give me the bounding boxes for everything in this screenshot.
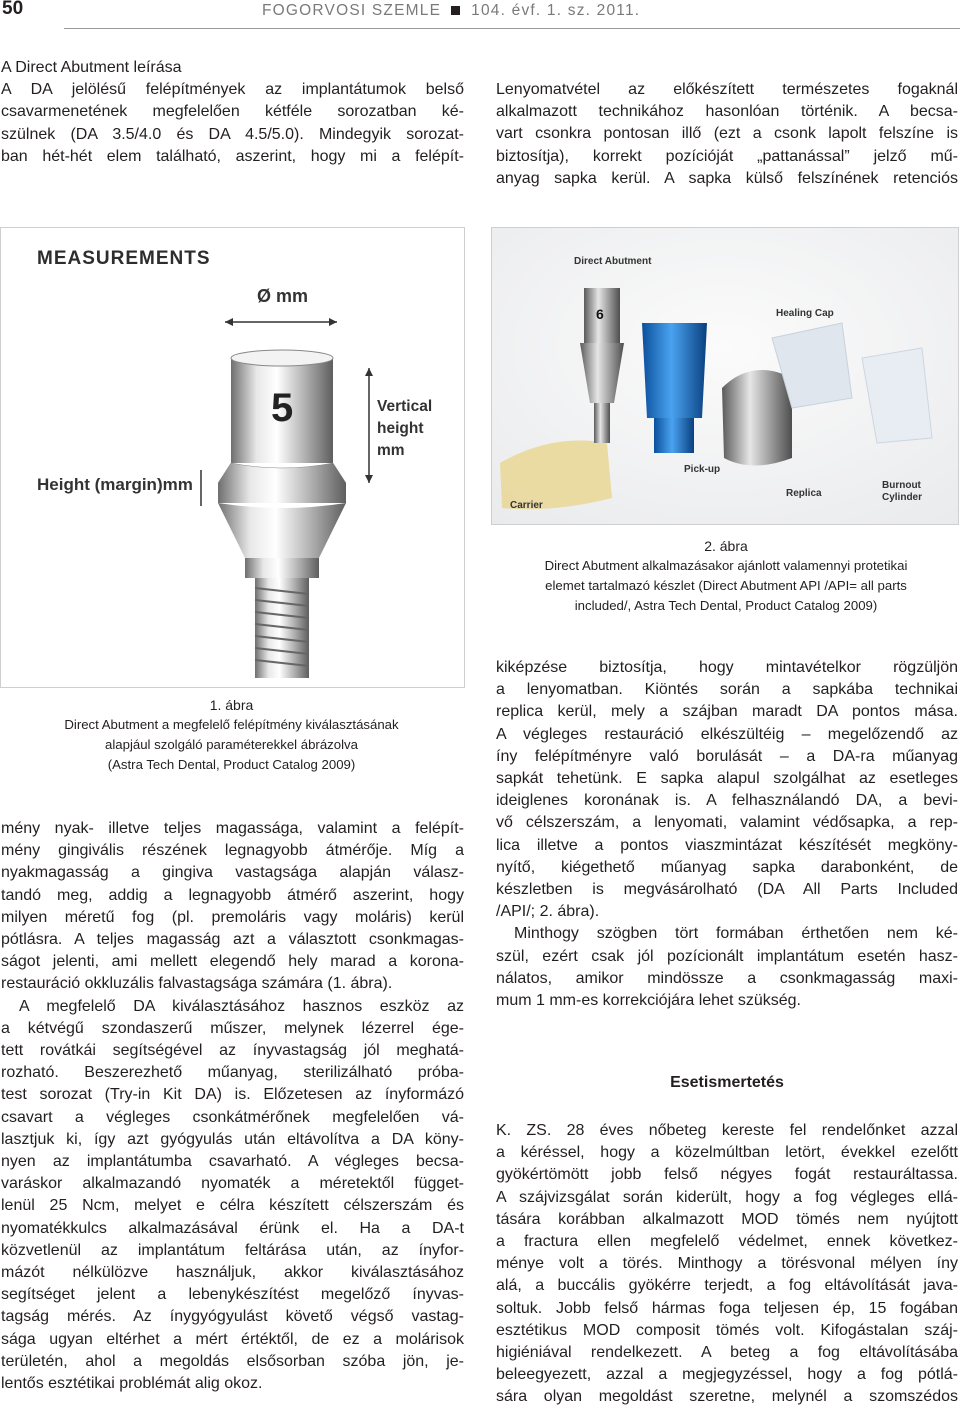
text-line: rozható. Beszerezhető műanyag, sterilizálható próba- [1,1064,464,1082]
text-line: mény gingivális részének legnagyobb átmérője. Míg a [1,842,464,860]
left-top-column [1,57,464,168]
text-line: lasztjuk ki, így azt gyógyulás után eltávolítva a DA köny- [1,1130,464,1148]
figure-1-number: 1. ábra [209,697,254,713]
figure-1-caption [0,695,463,775]
text-line: csavarmenetének megfelelően kétféle sorozatban ké- [1,103,464,121]
text-line: replica kerül, mely a szájban maradt DA pontos mása. [496,703,958,721]
text-line: sága ugyan eltérhet a mért értéktől, de ez a molárisok [1,1330,464,1348]
text-line: vő célszerszám, a lenyomati, valamint védősapka, a rep- [496,814,958,832]
case-report-column [496,1120,958,1409]
text-line: included/, Astra Tech Dental, Product Catalog 2009) [574,598,878,613]
section-heading: A Direct Abutment leírása [1,59,182,76]
text-line: beleegyezett, azzal a megjegyzéssel, hogy a fog pótlá- [496,1366,958,1384]
text-line: K. ZS. 28 éves nőbeteg kereste fel rendelőnket azzal [496,1122,958,1139]
label-replica: Replica [786,488,822,499]
text-line: csavart a végleges csonkátmérőnek megfelelően vá- [1,1108,464,1126]
figure-2-image [491,227,959,525]
text-line: varáskor alkalmazandó nyomaték a méretektől függet- [1,1175,464,1193]
height-margin-label: Height (margin)mm [37,475,193,494]
text-line: biztosítja), korrekt pozícióját „pattanással” jelző mű- [496,147,958,165]
text-line: tására korábban alkalmazott MOD tömés nem nyújtott [496,1210,958,1228]
text-line: A szájvizsgálat során kiderült, hogy a fog végleges ellá- [496,1188,958,1206]
figure-1-title: MEASUREMENTS [37,248,211,269]
left-bottom-text [1,818,464,1395]
text-line: lica illetve a pontos viaszmintázat készítését megköny- [496,836,958,854]
text-line: A megfelelő DA kiválasztásához hasznos eszköz az [19,997,464,1015]
text-line: anyag sapka kerül. A sapka külső felszínének retenciós [496,169,958,187]
vertical-height-label: Vertical height mm [377,398,433,459]
case-report-heading: Esetismertetés [670,1074,784,1091]
text-line: elemet tartalmazó készlet (Direct Abutment API /API= all parts [545,578,907,593]
text-line: ságot jelenti, ami mellett elegendő hely marad a korona- [1,953,464,971]
text-line: alkalmazott technikához hasonlóan történik. A becsa- [496,103,958,121]
label-number: 6 [596,306,604,322]
text-line: gyökértömött jobb felső négyes fogát restauráltassa. [496,1166,958,1184]
text-line: Lenyomatvétel az előkészített természetes fogaknál [496,81,958,98]
running-header [262,2,640,20]
text-line: nyakmagasság a gingiva vastagsága alapján válasz- [1,864,464,882]
right-bottom-column [496,657,958,1012]
label-carrier: Carrier [510,500,543,511]
text-line: közvetlenül az implantátum feltárása után, az ínyfor- [1,1241,464,1259]
text-line: esztétikus MOD composit tömés volt. Kifogástalan száj- [496,1321,958,1339]
text-line: A végleges restauráció elkészültéig – megelőzendő az [496,725,958,743]
text-line: a kéréssel, hogy a közelmúltban letört, évekkel ezelőtt [496,1144,958,1162]
text-line: szül, ezért csak jól pozícionált implantátum esetén hasz- [496,947,958,965]
right-bottom-text-b [496,923,958,1012]
text-line: test sorozat (Try-in Kit DA) is. Előzetesen az ínyformázó [1,1086,464,1104]
label-burnout-cylinder: Burnout Cylinder [882,480,923,503]
text-line: területén, ahol a megoldás elsősorban szóba jön, je- [1,1352,464,1370]
left-top-text [1,79,464,168]
text-line: nyítő, kiégethető műanyag sapka darabonként, de [496,858,958,876]
right-bottom-text-a [496,657,958,923]
header-rule [64,28,960,29]
figure-2-number: 2. ábra [704,538,748,554]
text-line: nálatos, amikor mindössze a csonkmagasság maxi- [496,969,958,987]
label-pickup: Pick-up [684,464,721,475]
figure-1-image [0,227,465,688]
text-line: íny felépítményre való borulását – a DA-ra műanyag [496,747,958,765]
text-line: vart csonkra pontosan illő (ezt a csonk lapolt felszíne is [496,125,958,143]
case-report-text [496,1120,958,1409]
left-bottom-column [1,818,464,1395]
text-line: nyen az implantátumba csavarható. A végleges becsa- [1,1153,464,1171]
text-line: tandó meg, addig a legnagyobb átmérő aszerint, hogy [1,886,464,904]
text-line: ménye volt a törés. Minthogy a törésvonal mélyen íny [496,1255,958,1273]
text-line: mázót nélkülözve használjuk, akkor kiválasztásához [1,1264,464,1282]
text-line: /API/; 2. ábra). [496,903,600,921]
journal-issue: 104. évf. 1. sz. 2011. [471,2,641,19]
abutment-number-label: 5 [271,386,294,430]
text-line: mény nyak- illetve teljes magassága, valamint a felépít- [1,820,464,837]
text-line: a lenyomatban. Kiöntés során a sapkába technikai [496,681,958,699]
square-bullet-icon [451,6,460,15]
text-line: lentős esztétikai problémát alig okoz. [1,1375,263,1393]
text-line: higiéniával rendelkezett. A beteg a fog eltávolításába [496,1344,958,1362]
text-line: tett rovátkái segítségével az ínyvastagság jól meghatá- [1,1042,464,1060]
text-line: soltuk. Jobb felső hármas foga teljesen ép, 15 fogában [496,1299,958,1317]
text-line: alapjául szolgáló paraméterekkel ábrázolva [105,737,358,752]
page-number: 50 [2,0,24,19]
label-direct-abutment: Direct Abutment [574,256,652,267]
text-line: ideiglenes koronának is. A felhasználandó DA, a bevi- [496,792,958,810]
text-line: (Astra Tech Dental, Product Catalog 2009) [107,757,356,772]
text-line: kiképzése biztosítja, hogy mintavételkor rögzüljön [496,659,958,676]
journal-title: FOGORVOSI SZEMLE [262,2,442,19]
text-line: pótlásra. A teljes magasság azt a választott csonkmagas- [1,931,464,949]
text-line: milyen méretű fog (pl. premoláris vagy moláris) kerül [1,908,464,926]
right-top-text [496,79,958,190]
text-line: Direct Abutment alkalmazásakor ajánlott valamennyi protetikai [544,558,908,573]
text-line: sára olyan megoldást szeretne, melynél a szomszédos [496,1388,958,1406]
figure-2-caption [496,536,956,616]
text-line: A DA jelölésű felépítmények az implantátumok belső [1,81,464,99]
right-top-column [496,79,958,190]
text-line: a fractura ellen megfelelő védelmet, ennek következ- [496,1233,958,1251]
text-line: mum 1 mm-es korrekciójára lehet szükség. [496,992,801,1010]
text-line: ban hét-hét elem található, aszerint, hogy mi a felépít- [1,147,464,165]
text-line: a kétvégű szondaszerű műszer, melynek lézerrel ége- [1,1019,464,1037]
text-line: tagság mérés. Az ínygyógyulást követő végső vastag- [1,1308,464,1326]
text-line: sapkát tehetünk. E sapka alapul szolgálhat az esetleges [496,770,958,788]
text-line: szülnek (DA 3.5/4.0 és DA 4.5/5.0). Mindegyik sorozat- [1,125,464,143]
label-healing-cap: Healing Cap [776,308,834,319]
text-line: Minthogy szögben tört formában érthetően nem ké- [514,925,958,943]
text-line: segítséget jelent a lebenykészítést megelőző ínyvas- [1,1286,464,1304]
text-line: lenül 25 Ncm, melyet e célra készített célszerszám és [1,1197,464,1215]
text-line: alá, a buccális gyökérre terjedt, a fog eltávolítását java- [496,1277,958,1295]
diameter-label: Ø mm [257,286,309,306]
text-line: Direct Abutment a megfelelő felépítmény kiválasztásának [64,717,399,732]
text-line: készletben is megvásárolható (DA All Parts Included [496,881,958,899]
text-line: nyomatékkulcs alkalmazásával érünk el. Ha a DA-t [1,1219,464,1237]
text-line: restauráció okkluzális falvastagsága számára (1. ábra). [1,975,393,993]
